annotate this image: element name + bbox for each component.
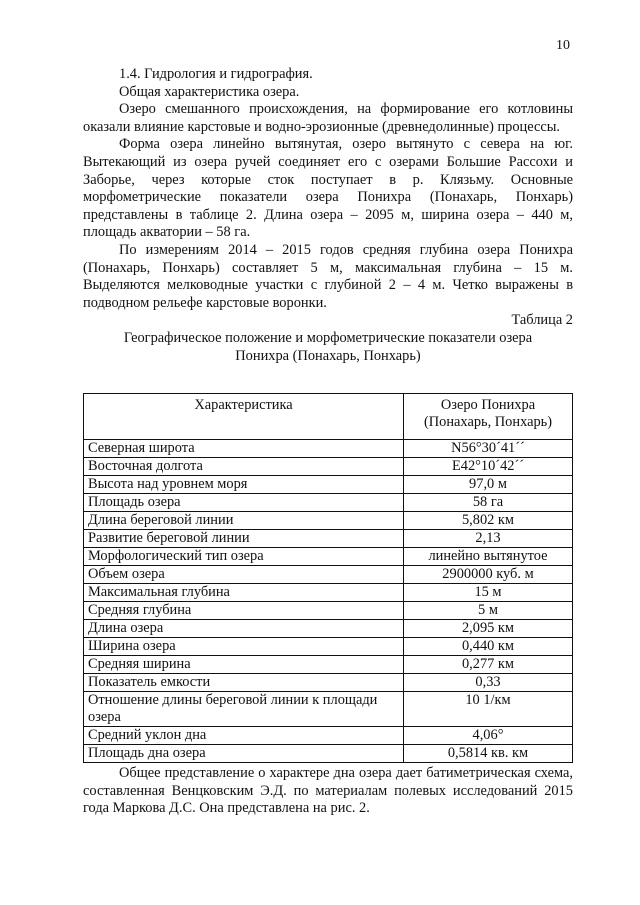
- table-row: [84, 494, 573, 512]
- page-number: 10: [556, 38, 570, 53]
- row-characteristic: Средняя глубина: [84, 602, 404, 620]
- table-row: [84, 548, 573, 566]
- subheading: Общая характеристика озера.: [119, 83, 300, 100]
- row-characteristic: Ширина озера: [84, 638, 404, 656]
- row-value: 5 м: [404, 602, 573, 620]
- paragraph-origin: Озеро смешанного происхождения, на формирование его котловины оказали влияние карстовые и водно-эрозионные (древнедолинные) процессы.: [83, 101, 573, 135]
- row-characteristic: Длина озера: [84, 620, 404, 638]
- row-value: 97,0 м: [404, 476, 573, 494]
- table-row: [84, 656, 573, 674]
- row-characteristic: Показатель емкости: [84, 674, 404, 692]
- header-lake: [404, 394, 573, 440]
- paragraph-bathymetry: Общее представление о характере дна озера дает батиметрическая схема, составленная Венцковским Э.Д. по материалам полевых исследований 2015 года Маркова Д.С. Она представлена на рис. 2.: [83, 765, 573, 817]
- header-lake-line1: Озеро Понихра: [440, 397, 536, 413]
- row-value: линейно вытянутое: [404, 548, 573, 566]
- table-row: [84, 440, 573, 458]
- properties-table: [83, 393, 573, 763]
- table-row: [84, 458, 573, 476]
- row-value: 0,33: [404, 674, 573, 692]
- row-value: 4,06°: [404, 727, 573, 745]
- row-value: N56°30´41´´: [404, 440, 573, 458]
- table-row: [84, 476, 573, 494]
- row-value: 2900000 куб. м: [404, 566, 573, 584]
- table-row: [84, 584, 573, 602]
- table-row: [84, 620, 573, 638]
- table-body: [84, 440, 573, 763]
- section-heading: 1.4. Гидрология и гидрография.: [119, 66, 313, 82]
- table-caption-line1: Географическое положение и морфометрические показатели озера: [123, 329, 533, 346]
- table-row: [84, 674, 573, 692]
- row-characteristic: Максимальная глубина: [84, 584, 404, 602]
- table-label: Таблица 2: [511, 312, 573, 329]
- row-characteristic: Отношение длины береговой линии к площади озера: [84, 692, 404, 727]
- row-characteristic: Средний уклон дна: [84, 727, 404, 745]
- row-characteristic: Восточная долгота: [84, 458, 404, 476]
- row-characteristic: Морфологический тип озера: [84, 548, 404, 566]
- paragraph-depth: По измерениям 2014 – 2015 годов средняя глубина озера Понихра (Понахарь, Понхарь) составляет 5 м, максимальная глубина – 15 м. Выделяются мелководные участки с глубиной 2 – 4 м. Четко выражены в подводном рельефе карстовые воронки.: [83, 241, 573, 311]
- table-row: [84, 530, 573, 548]
- table-header-row: [84, 394, 573, 440]
- table-row: [84, 745, 573, 763]
- paragraph-shape: Форма озера линейно вытянутая, озеро вытянуто с севера на юг. Вытекающий из озера ручей соединяет его с озерами Большие Рассохи и Заборье, через которые сток поступает в р. Клязьму. Основные морфометрические показатели озера Понихра (Понахарь, Понхарь) представлены в таблице 2. Длина озера – 2095 м, ширина озера – 440 м, площадь акватории – 58 га.: [83, 136, 573, 241]
- row-value: 2,095 км: [404, 620, 573, 638]
- row-value: 5,802 км: [404, 512, 573, 530]
- closing-section: [83, 765, 573, 818]
- table-row: [84, 512, 573, 530]
- row-characteristic: Объем озера: [84, 566, 404, 584]
- header-lake-line2: (Понахарь, Понхарь): [423, 414, 553, 430]
- table-row: [84, 638, 573, 656]
- row-value: E42°10´42´´: [404, 458, 573, 476]
- row-value: 0,277 км: [404, 656, 573, 674]
- row-value: 15 м: [404, 584, 573, 602]
- row-value: 0,440 км: [404, 638, 573, 656]
- table-caption-line2: Понихра (Понахарь, Понхарь): [235, 347, 421, 364]
- row-characteristic: Северная широта: [84, 440, 404, 458]
- table-row: [84, 727, 573, 745]
- row-characteristic: Высота над уровнем моря: [84, 476, 404, 494]
- table-caption: [83, 330, 573, 365]
- table-row: [84, 602, 573, 620]
- row-value: 0,5814 кв. км: [404, 745, 573, 763]
- header-characteristic: Характеристика: [84, 394, 404, 440]
- row-characteristic: Развитие береговой линии: [84, 530, 404, 548]
- row-value: 10 1/км: [404, 692, 573, 727]
- table-row: [84, 692, 573, 727]
- row-value: 58 га: [404, 494, 573, 512]
- document-body: [83, 66, 573, 365]
- row-characteristic: Площадь дна озера: [84, 745, 404, 763]
- row-characteristic: Длина береговой линии: [84, 512, 404, 530]
- row-characteristic: Средняя ширина: [84, 656, 404, 674]
- row-characteristic: Площадь озера: [84, 494, 404, 512]
- row-value: 2,13: [404, 530, 573, 548]
- table-row: [84, 566, 573, 584]
